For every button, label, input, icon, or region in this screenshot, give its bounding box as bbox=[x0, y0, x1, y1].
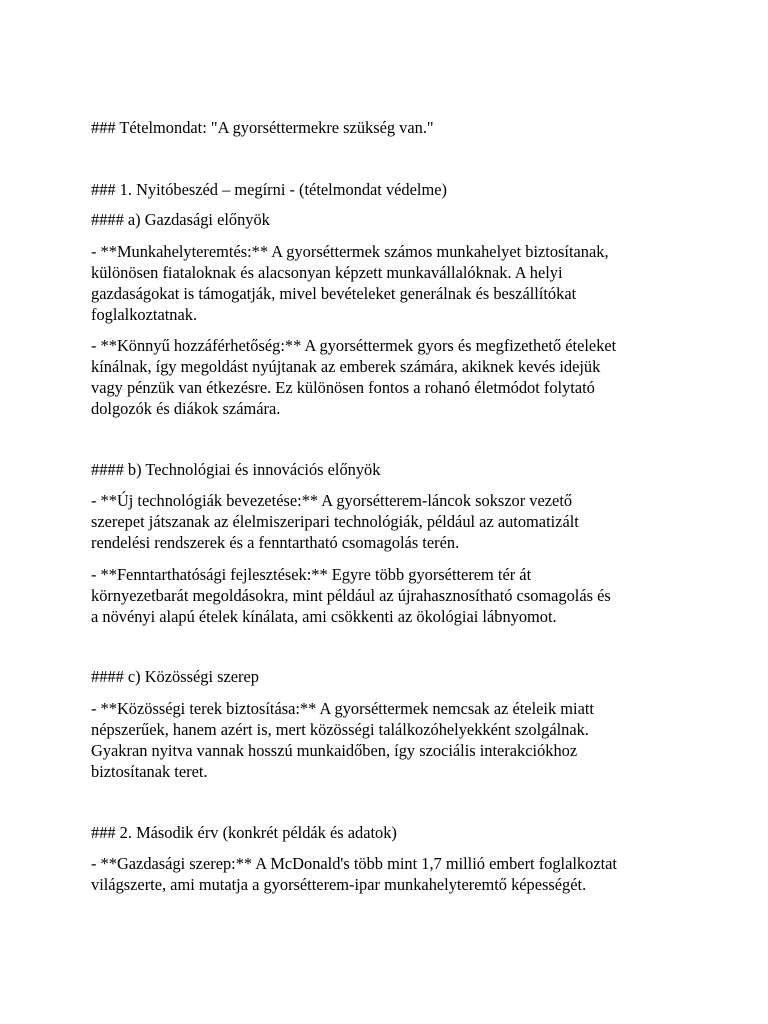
subsection-c-heading: #### c) Közösségi szerep bbox=[91, 667, 259, 686]
paragraph-line: szerepet játszanak az élelmiszeripari technológiák, például az automatizált bbox=[91, 512, 579, 531]
paragraph-line: biztosítanak teret. bbox=[91, 762, 208, 781]
paragraph-line: a növényi alapú ételek kínálata, ami csökkenti az ökológiai lábnyomot. bbox=[91, 607, 557, 626]
paragraph-line: világszerte, ami mutatja a gyorsétterem-ipar munkahelyteremtő képességét. bbox=[91, 875, 587, 894]
section-1-heading: ### 1. Nyitóbeszéd – megírni - (tételmondat védelme) bbox=[91, 180, 447, 199]
paragraph-line: foglalkoztatnak. bbox=[91, 305, 198, 324]
paragraph-line: környezetbarát megoldásokra, mint például az újrahasznosítható csomagolás és bbox=[91, 586, 611, 605]
paragraph-line: gazdaságokat is támogatják, mivel bevételeket generálnak és beszállítókat bbox=[91, 284, 577, 303]
thesis-heading: ### Tételmondat: "A gyorséttermekre szükség van." bbox=[91, 118, 434, 137]
paragraph-line: dolgozók és diákok számára. bbox=[91, 399, 281, 418]
subsection-b-heading: #### b) Technológiai és innovációs előnyök bbox=[91, 460, 381, 479]
paragraph-line: - **Munkahelyteremtés:** A gyorséttermek számos munkahelyet biztosítanak, bbox=[91, 242, 609, 261]
paragraph-line: - **Könnyű hozzáférhetőség:** A gyorséttermek gyors és megfizethető ételeket bbox=[91, 336, 617, 355]
subsection-a-heading: #### a) Gazdasági előnyök bbox=[91, 210, 270, 229]
paragraph-line: Gyakran nyitva vannak hosszú munkaidőben, így szociális interakciókhoz bbox=[91, 741, 578, 760]
section-2-heading: ### 2. Második érv (konkrét példák és adatok) bbox=[91, 823, 397, 842]
paragraph-line: - **Fenntarthatósági fejlesztések:** Egyre több gyorsétterem tér át bbox=[91, 565, 532, 584]
paragraph-line: népszerűek, hanem azért is, mert közösségi találkozóhelyekként szolgálnak. bbox=[91, 720, 589, 739]
paragraph-line: - **Új technológiák bevezetése:** A gyorsétterem-láncok sokszor vezető bbox=[91, 491, 573, 510]
paragraph-line: kínálnak, így megoldást nyújtanak az emberek számára, akiknek kevés idejük bbox=[91, 357, 601, 376]
paragraph-line: - **Gazdasági szerep:** A McDonald's több mint 1,7 millió embert foglalkoztat bbox=[91, 854, 617, 873]
paragraph-line: különösen fiataloknak és alacsonyan képzett munkavállalóknak. A helyi bbox=[91, 263, 563, 282]
paragraph-line: vagy pénzük van étkezésre. Ez különösen fontos a rohanó életmódot folytató bbox=[91, 378, 595, 397]
paragraph-line: - **Közösségi terek biztosítása:** A gyorséttermek nemcsak az ételeik miatt bbox=[91, 699, 594, 718]
paragraph-line: rendelési rendszerek és a fenntartható csomagolás terén. bbox=[91, 533, 460, 552]
